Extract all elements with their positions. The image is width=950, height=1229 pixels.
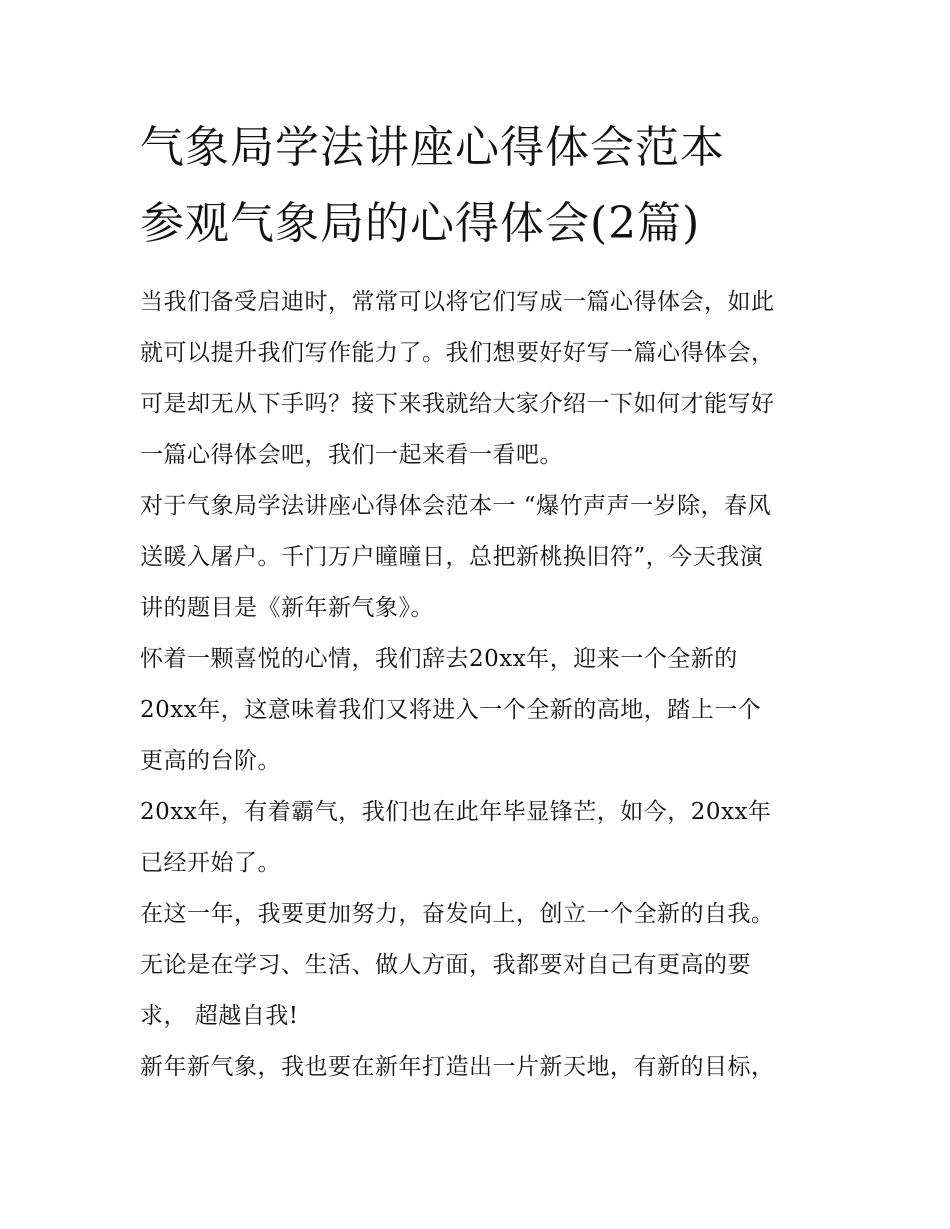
paragraph-resolution [140,889,830,1042]
text-line: 怀着一颗喜悦的心情，我们辞去20xx年，迎来一个全新的 [140,646,738,672]
document-title [140,110,830,262]
text-line: 当我们备受启迪时，常常可以将它们写成一篇心得体会，如此 [140,289,775,315]
text-line: 一篇心得体会吧，我们一起来看一看吧。 [140,442,563,468]
document-body [140,277,830,1093]
text-line: 在这一年，我要更加努力，奋发向上，创立一个全新的自我。 [140,901,775,927]
text-line: 送暖入屠户。千门万户曈曈日，总把新桃换旧符”，今天我演 [140,544,764,570]
text-line: 可是却无从下手吗？接下来我就给大家介绍一下如何才能写好 [140,391,775,417]
text-line: 更高的台阶。 [140,748,281,774]
paragraph-new-goals [140,1042,830,1093]
text-line: 20xx年，这意味着我们又将进入一个全新的高地，踏上一个 [140,697,762,723]
text-line: 就可以提升我们写作能力了。我们想要好好写一篇心得体会， [140,340,775,366]
text-line: 讲的题目是《新年新气象》。 [140,595,434,621]
text-line: 对于气象局学法讲座心得体会范本一 “爆竹声声一岁除，春风 [140,493,772,519]
text-line: 20xx年，有着霸气，我们也在此年毕显锋芒，如今，20xx年 [140,799,772,825]
paragraph-intro [140,277,830,481]
title-line-1: 气象局学法讲座心得体会范本 [140,122,725,173]
document-page [140,0,830,1229]
text-line: 新年新气象，我也要在新年打造出一片新天地，有新的目标， [140,1054,775,1080]
text-line: 无论是在学习、生活、做人方面，我都要对自己有更高的要 [140,952,751,978]
paragraph-speech-opening [140,481,830,634]
text-line: 已经开始了。 [140,850,281,876]
paragraph-year-review [140,787,830,889]
title-line-2: 参观气象局的心得体会(2篇) [140,198,701,249]
paragraph-new-year [140,634,830,787]
text-line: 求， 超越自我! [140,1003,299,1029]
